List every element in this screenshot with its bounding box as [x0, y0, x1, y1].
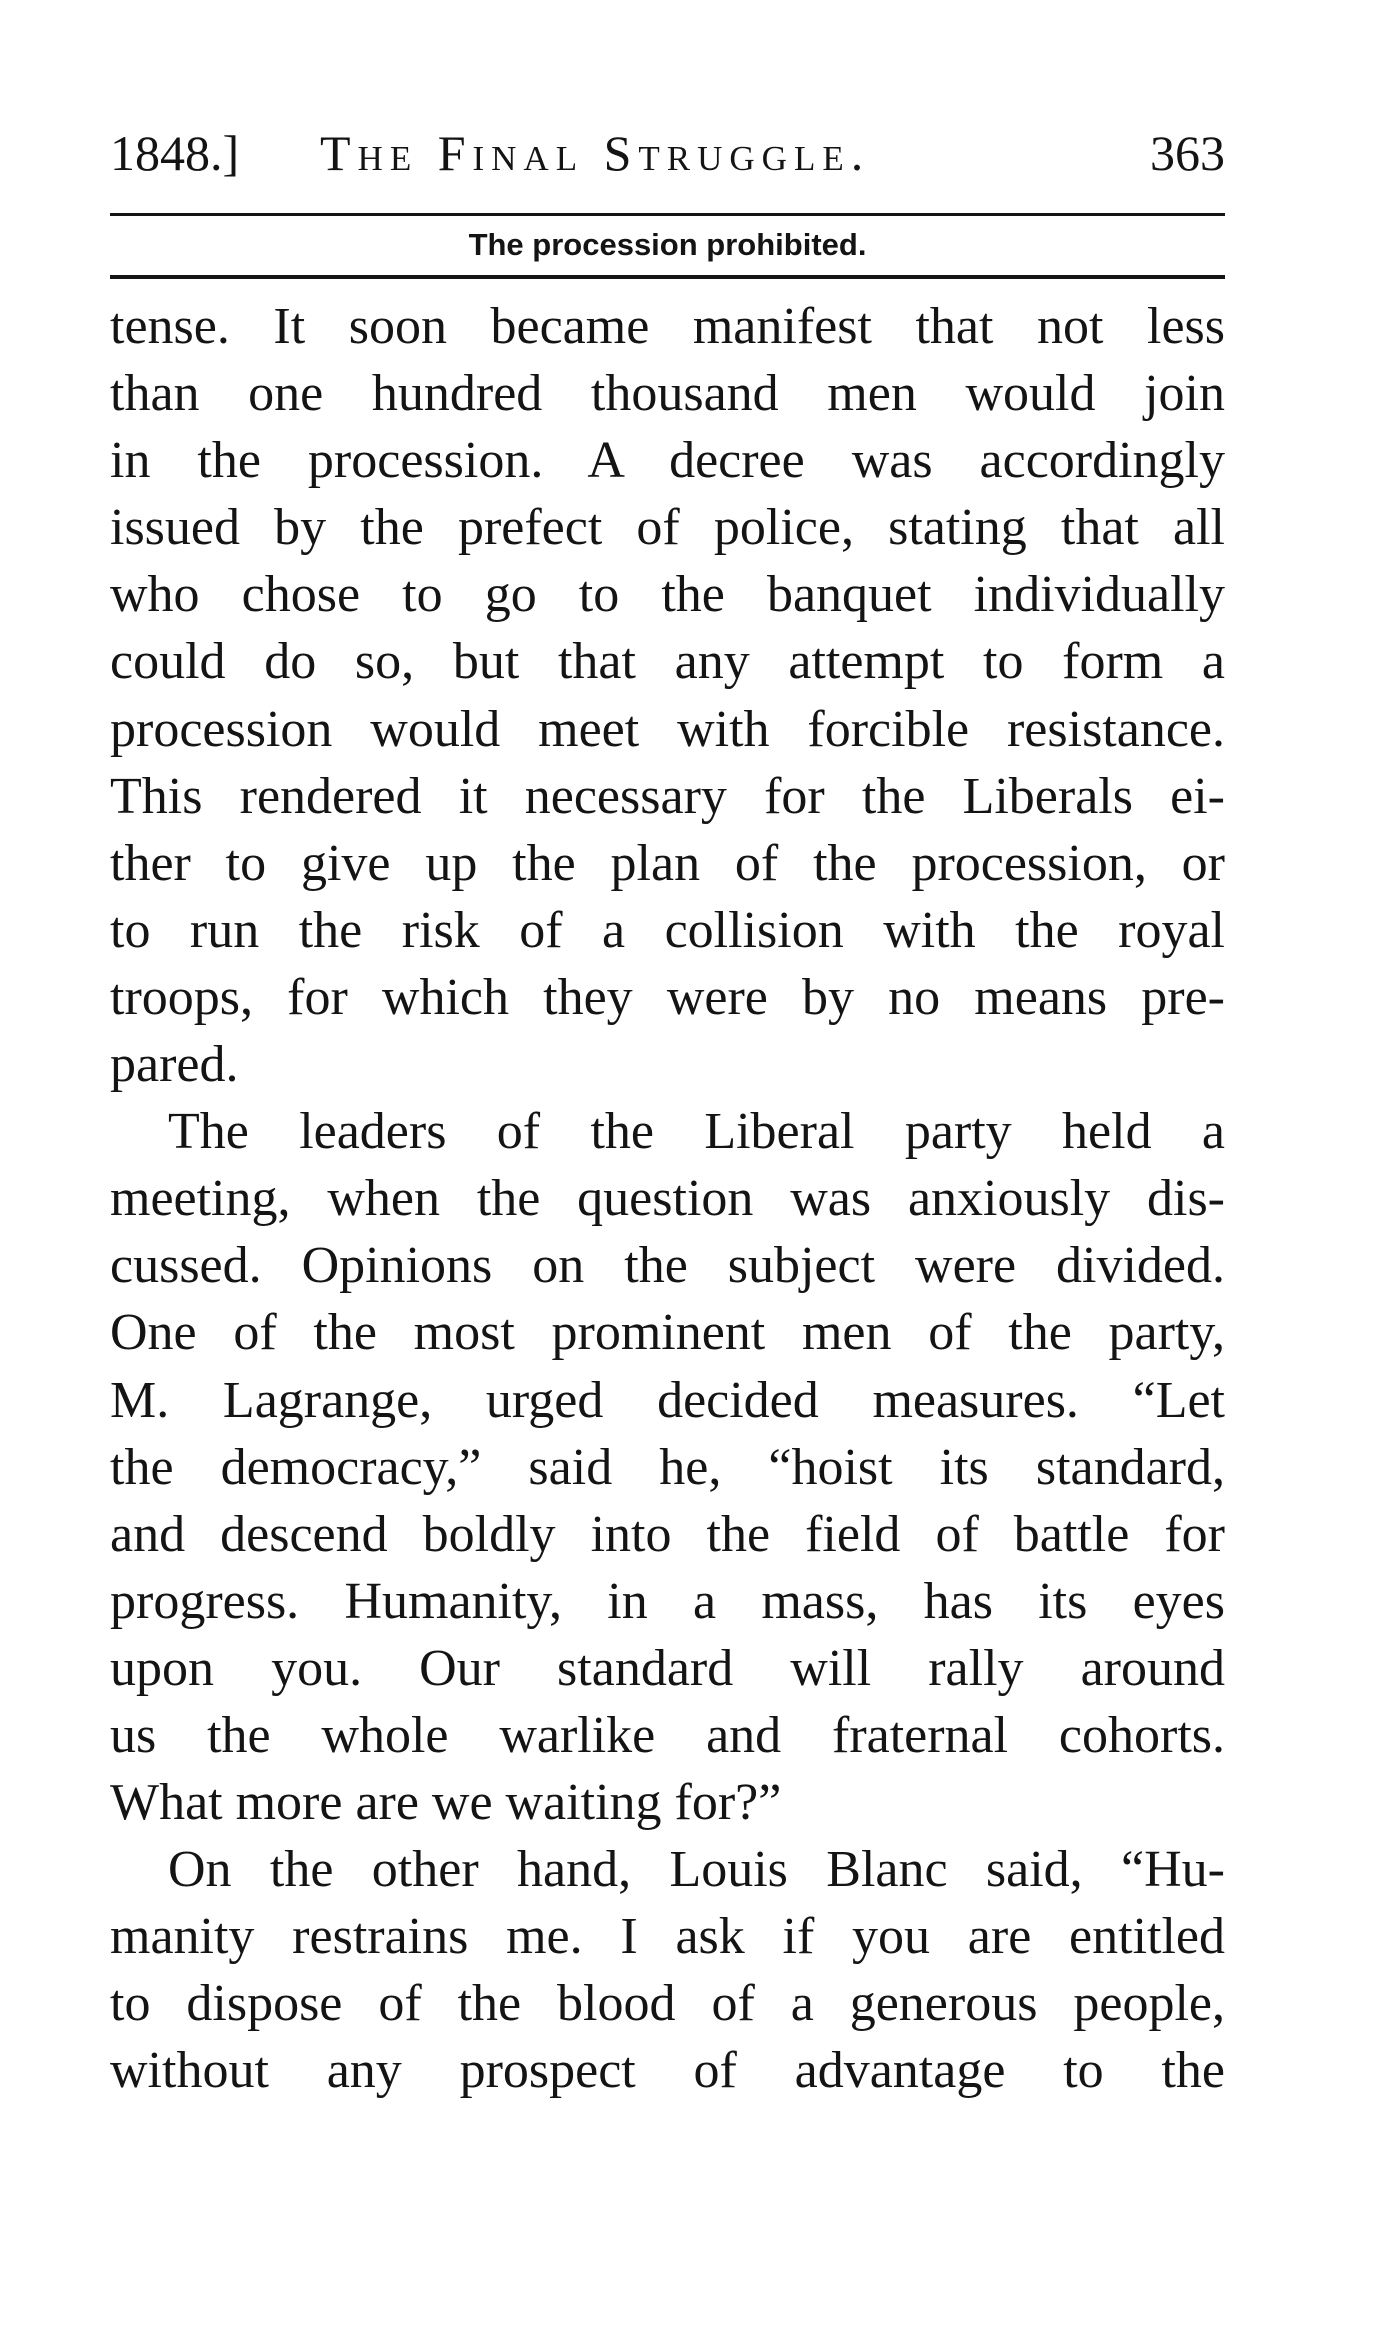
text-line: who chose to go to the banquet individually [110, 566, 1225, 624]
paragraph-start-line: On the other hand, Louis Blanc said, “Hu- [168, 1841, 1225, 1899]
text-line: tense. It soon became manifest that not less [110, 298, 1225, 355]
header-rule-bottom [110, 275, 1225, 279]
text-line: progress. Humanity, in a mass, has its eyes [110, 1572, 1225, 1630]
header-rule-top [110, 213, 1225, 216]
text-line: One of the most prominent men of the party, [110, 1304, 1225, 1362]
text-line: M. Lagrange, urged decided measures. “Let [110, 1371, 1225, 1429]
paragraph-start-line: The leaders of the Liberal party held a [168, 1103, 1225, 1161]
text-line: meeting, when the question was anxiously dis- [110, 1170, 1225, 1228]
running-head-year: 1848.] [110, 125, 240, 181]
page-number: 363 [1150, 125, 1225, 181]
body-text [110, 293, 1225, 2105]
text-line: to run the risk of a collision with the royal [110, 901, 1225, 959]
text-line: upon you. Our standard will rally around [110, 1639, 1225, 1697]
section-subhead: The procession prohibited. [468, 227, 867, 262]
text-line: cussed. Opinions on the subject were divided. [110, 1237, 1225, 1295]
text-line: in the procession. A decree was accordingly [110, 432, 1225, 490]
paragraph-end-line: pared. [110, 1036, 239, 1094]
paragraph-end-line: What more are we waiting for?” [110, 1774, 782, 1832]
text-line: than one hundred thousand men would join [110, 365, 1225, 423]
text-line: issued by the prefect of police, stating that all [110, 499, 1225, 557]
text-line: troops, for which they were by no means pre- [110, 968, 1225, 1026]
text-line: could do so, but that any attempt to form a [110, 633, 1225, 691]
text-line: procession would meet with forcible resistance. [110, 700, 1225, 758]
running-head-title: The Final Struggle. [320, 125, 871, 181]
text-line: and descend boldly into the field of battle for [110, 1505, 1225, 1563]
text-line: ther to give up the plan of the procession, or [110, 834, 1225, 892]
running-head [110, 118, 1225, 188]
text-line: the democracy,” said he, “hoist its standard, [110, 1438, 1225, 1496]
text-line: This rendered it necessary for the Liberals ei- [110, 767, 1225, 825]
text-line: us the whole warlike and fraternal cohorts. [110, 1706, 1225, 1764]
text-line: to dispose of the blood of a generous people, [110, 1975, 1225, 2033]
text-line: without any prospect of advantage to the [110, 2042, 1225, 2100]
text-line: manity restrains me. I ask if you are entitled [110, 1908, 1225, 1966]
